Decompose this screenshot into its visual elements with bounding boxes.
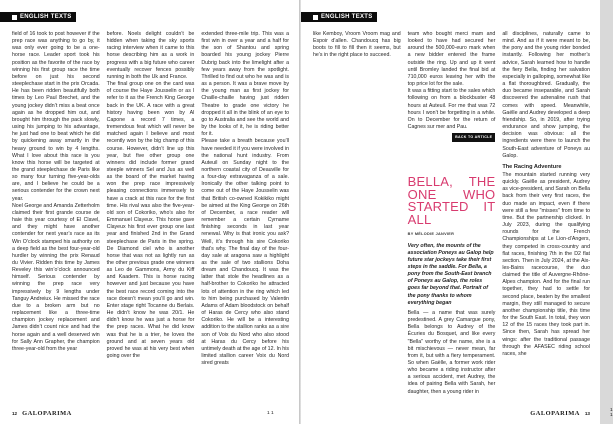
- paragraph: all disciplines, naturally came to mind. And as if it were meant to be, the pony and the young rider bonded instantly. Following her mother’s advice, Sarah learned how to handle the fiery Bella, finding her salvation especially in galloping, somewhat like a flat thoroughbred. Gradually, the duo became inseparable, and Sarah discovered the adrenaline rush that comes with speed. Meanwhile, Gaëlle and Audrey developed a deep friendship. So, in 2019, after trying endurance and show jumping, the decision was obvious: all the ingredients were there to launch the South-East adventure of Poneys au Galop.: [502, 31, 591, 159]
- text-column: [12, 31, 100, 404]
- article-title: BELLA, THE ONE WHO STARTED IT ALL: [407, 174, 496, 227]
- paragraph: Noel George and Amanda Zetterholm claimed their first grande course de haie this year courtesy of El Clavel, and they might have another contender for next year’s race as its Win O’clock stamped his authority on a deep field as the best four-year-old hurdler by winning the prix Renaud du Vivier. Ridden this time by James Reveley this win’o’clock announced himself. Serious contender by winning the prep race very impressively by 9 lengths under Tanguy Andreiux. He missed the race due to a broken arm but no replacement like a three-time champion jockey replacement and James didn’t count nice and had the horse again and a well deserved win for Sally Ann Grapher, the champion three-year-old from the year: [12, 202, 100, 352]
- subheading: The Racing Adventure: [502, 163, 562, 170]
- text-column: [107, 31, 195, 404]
- paragraph: like Kemboy, Vroom Vroom mag and Espoir d’allen. Chandoucq has big boots to fill to fill then it seems, but he’s in the right place to succeed.: [313, 31, 401, 59]
- magazine-logo: GALOPARIMA: [22, 409, 72, 417]
- article-columns-right: [313, 31, 590, 404]
- section-header-right: [301, 12, 377, 22]
- back-to-article-link[interactable]: BACK TO ARTICLE: [452, 133, 495, 142]
- center-mark-left: [267, 409, 274, 417]
- text-column: [502, 31, 590, 404]
- center-mark: 1 1: [610, 408, 613, 418]
- paragraph: extended three-mile trip. This was a first win in over a year and a half for the son of Shantou and spring boarded his young jockey Pierre Dubrig back into the limelight after a few years away from the spotlight. Thrilled to find out who he was and is as a person. It was a brave move by the young man as first jockey for Chaille-chaille having just ridden Theatre to grade one victory he dropped it all in the blink of an eye to go to Australia and see the world and by the looks of it, he is riding better for it.: [201, 31, 290, 138]
- paragraph: It was a fitting start to the sales which following on from a blockbuster 48 hours at Auteuil. For me that was 72 hours I won’t be forgetting in a while. On to December for the return of Cagnes sur mer and Pau.: [407, 88, 496, 131]
- paragraph: team who bought merci mam and looked to have had secured her around the 500,000-euro mark when a new bidder entered the frame outside the ring. Up and up it went until Bromley landed the final bid at 710,000 euros leaving her with the top price lot for the sale.: [407, 31, 496, 88]
- text-column: [313, 31, 401, 404]
- text-column: [408, 31, 496, 404]
- right-page: [301, 0, 613, 424]
- article-lead: Very often, the mounts of the association Poneys au Galop help future star jockeys take their first steps in the saddle. For Bella, a pony from the South-East branch of Poneys au Galop, the roles goes far beyond that. Portrait of the pony thanks to whom everything began: [407, 242, 494, 306]
- paragraph: The mountain started running very quickly. Gaëlle as president, Audrey as vice-president, and Sarah on Bella back from their very first races, the duo made an impact, even if there were still a few "misses" from time to time. But the partnership clicked. In July 2023, during the qualifying rounds for the French Championships at Le Lion-d’Angers, they competed in cross-country and flat races, finishing 7th in the D2 flat section. Then in July 2024, at the Aix-les-Bains racecourse, the duo claimed the title of Auvergne-Rhône-Alpes champion. And for the final run together, they had to settle for second place, beaten by the smallest margin, they still managed to secure another championship title, this time for the South East. In total, they won 12 of the 15 races they took part in. Since then, Sarah has spread her wings: after the traditional passage through the AFASEC riding school races, she: [502, 171, 591, 357]
- text-column: [201, 31, 289, 404]
- article-byline: BY MÉLODIE JANVIER: [407, 232, 455, 237]
- center-mark: 1 1: [267, 410, 274, 416]
- header-square-icon: [12, 15, 17, 20]
- paragraph: The final group one on the card was of course the Haye Jousselin or as I refer to it as the French King George back in the UK. A race with a great history having been won by Al Capone a record 7 times, a tremendous feat which will never be matched again I believe and most recently won by the big champ of this course. However, didn’t line up this year, but five other group one winners did include former grand steeple winners Sel and Jus as well as the board of the market having won the prep race impressively pleasing connections immensely to have a crack at this race for the first time. His rival was also the five-year-old son of Cokoriko, who’s also for Emmanuel Clayeux. This horse gave Clayeux his first ever group one last year and finished 2nd in the Grand steeplechase de Paris in the spring. De Diamond ciel who is another horse that was not as lightly run as the other previous grade one winners as Leo de Gammons, Army du Kiff and Kaadem. This is horse racing however and just because you have the best race record coming into the race doesn’t mean you’ll go and win. Enter stage right Tocanne du Berlais. He didn’t know he was 20/1. He didn’t know he was just a horse for the prep races. What he did know was that he is a trier, he loves the ground and at seven years old proved he was at his very best when going over the: [106, 81, 195, 360]
- left-page: [0, 0, 299, 424]
- paragraph: Bella — a name that was surely predestined. A grey Camargue pony, Bella belongs to Audrey of the Écuries du Bosquet, and like every "Bella" worthy of the name, she is a bit mischievous — never mean, far from it, but with a fiery temperament. So when Gaëlle, a former work rider who became a riding instructor after a serious accident, met Audrey, the idea of pairing Bella with Sarah, her daughter, then a young rider in: [407, 309, 496, 395]
- article-columns-left: [12, 31, 289, 404]
- paragraph: before. Noels delight couldn’t be hidden when taking the sky sports racing interview when it came to this horse describing him as a work in progress with a big future who career eventually recover fences possibly running in both the Uk and France.: [106, 31, 195, 80]
- page-footer-left: [12, 409, 72, 417]
- page-number: 13: [584, 410, 590, 416]
- section-header-label: ENGLISH TEXTS: [20, 14, 72, 20]
- center-mark-right: [610, 409, 613, 417]
- page-number: 12: [12, 410, 18, 416]
- magazine-logo: GALOPARIMA: [530, 409, 580, 417]
- header-square-icon: [313, 15, 318, 20]
- page-footer-right: [530, 409, 590, 417]
- paragraph: Please take a breath because you’ll have needed it if you were involved in the national hunt industry. From Auteuil on Sunday night to the northern coastal city of Deauville for a four-day extravaganza of a sale. Ironically the other talking point to come out of the Haye Jousselin was that British co-owned Kokikiko might be aimed at the King George on 26th of December, a race reader will remember a certain Cyrname finishing seconds in last year renewal. Why is that ironic you ask? Well, it’s through his sire Cokoriko that’s why. The final day of the four-day sale at aragona saw a highlight as the sale of two stallions Doha dream and Chandoucq. It was the latter that stole the headlines as a half-brother to Cokoriko he attracted lots of attention in the ring which led to him being purchased by Valentin Adams of Adam bloodstock on behalf of Haras de Cercy who also stand Cokoriko. He will be a interesting addition to the stallion ranks as a sire son of Voix du Nord who also stood at Haras du Cercy before his untimely death at the age of 12. In his limited stallion career Voix du Nord sired greats: [201, 138, 290, 367]
- paragraph: field of 16 took to post however if the prep race was anything to go by, it was only ever going to be a one-horse race. Leader sport took his position as the favorite of the race by winning his first group race the time before on just his second steeplechase start in the prix Orcada. He has been ridden beautifully both times by Leo Paul Brechet, and the young jockey didn’t miss a beat once again as he dropped him out, and brought him through the pack slowly, using his jumping to his advantage, he just had one to beat which he did by quickening away smartly in the heavy ground to win by 4 lengths. What I love about this race is you know this horse will be targeted at the grand steeplechase de Paris like so many four turning five-year-olds are, and I believe he could be a serious contender for the crown next year.: [12, 31, 100, 202]
- section-header-label: ENGLISH TEXTS: [321, 14, 373, 20]
- section-header-left: [0, 12, 76, 22]
